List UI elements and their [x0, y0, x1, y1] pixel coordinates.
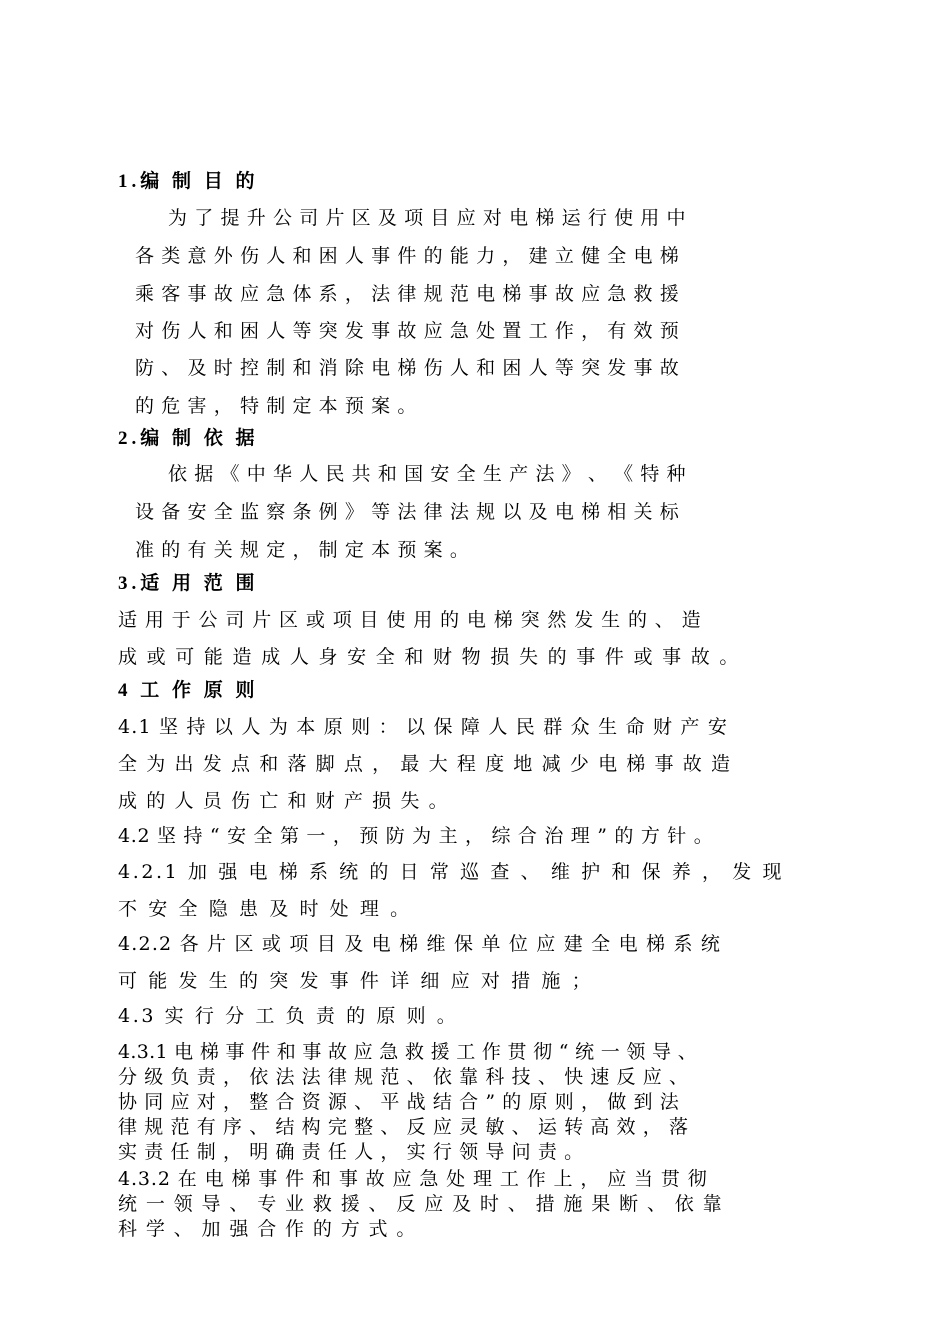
- paragraph-line: 成 或 可 能 造 成 人 身 安 全 和 财 物 损 失 的 事 件 或 事 故 。: [118, 646, 741, 668]
- section-1-heading: 1.编 制 目 的: [118, 171, 259, 192]
- paragraph-line: 为 了 提 升 公 司 片 区 及 项 目 应 对 电 梯 运 行 使 用 中: [168, 207, 687, 229]
- paragraph-line: 各 类 意 外 伤 人 和 困 人 事 件 的 能 力 ， 建 立 健 全 电 梯: [135, 245, 680, 267]
- paragraph-line: 律 规 范 有 序 、 结 构 完 整 、 反 应 灵 敏 、 运 转 高 效 ， 落: [118, 1116, 689, 1138]
- paragraph-line: 分 级 负 责 ， 依 法 法 律 规 范 、 依 靠 科 技 、 快 速 反 应 、: [118, 1066, 689, 1088]
- paragraph-line: 适 用 于 公 司 片 区 或 项 目 使 用 的 电 梯 突 然 发 生 的 、 造: [118, 609, 702, 631]
- paragraph-line: 4.3 实 行 分 工 负 责 的 原 则 。: [118, 1005, 459, 1027]
- paragraph-line: 设 备 安 全 监 察 条 例 》 等 法 律 法 规 以 及 电 梯 相 关 标: [135, 501, 680, 523]
- paragraph-line: 全 为 出 发 点 和 落 脚 点 ， 最 大 程 度 地 减 少 电 梯 事 故 造: [118, 753, 732, 775]
- section-4-heading: 4 工 作 原 则: [118, 680, 259, 701]
- paragraph-line: 乘 客 事 故 应 急 体 系 ， 法 律 规 范 电 梯 事 故 应 急 救 援: [135, 283, 680, 305]
- paragraph-line: 的 危 害 ， 特 制 定 本 预 案 。: [135, 395, 417, 417]
- paragraph-line: 4.2.1 加 强 电 梯 系 统 的 日 常 巡 查 、 维 护 和 保 养 ， 发 现: [118, 861, 785, 883]
- paragraph-line: 科 学 、 加 强 合 作 的 方 式 。: [118, 1218, 417, 1240]
- paragraph-line: 可 能 发 生 的 突 发 事 件 详 细 应 对 措 施 ；: [118, 970, 594, 992]
- paragraph-line: 依 据 《 中 华 人 民 共 和 国 安 全 生 产 法 》 、 《 特 种: [168, 463, 687, 485]
- paragraph-line: 成 的 人 员 伤 亡 和 财 产 损 失 。: [118, 790, 450, 812]
- paragraph-line: 4.2 坚 持 “ 安 全 第 一 ， 预 防 为 主 ， 综 合 治 理 ” 的 方 针 。: [118, 825, 714, 847]
- paragraph-line: 统 一 领 导 、 专 业 救 援 、 反 应 及 时 、 措 施 果 断 、 依 靠: [118, 1193, 724, 1215]
- paragraph-line: 4.1 坚 持 以 人 为 本 原 则 ： 以 保 障 人 民 群 众 生 命 财 产 安: [118, 716, 729, 738]
- paragraph-line: 4.3.1 电 梯 事 件 和 事 故 应 急 救 援 工 作 贯 彻 “ 统 一 领 导 、: [118, 1041, 697, 1063]
- paragraph-line: 4.3.2 在 电 梯 事 件 和 事 故 应 急 处 理 工 作 上 ， 应 当 贯 彻: [118, 1168, 708, 1190]
- paragraph-line: 对 伤 人 和 困 人 等 突 发 事 故 应 急 处 置 工 作 ， 有 效 预: [135, 320, 680, 342]
- paragraph-line: 4.2.2 各 片 区 或 项 目 及 电 梯 维 保 单 位 应 建 全 电 梯 系 统: [118, 933, 722, 955]
- paragraph-line: 防 、 及 时 控 制 和 消 除 电 梯 伤 人 和 困 人 等 突 发 事 故: [135, 357, 680, 379]
- paragraph-line: 实 责 任 制 ， 明 确 责 任 人 ， 实 行 领 导 问 责 。: [118, 1141, 584, 1163]
- paragraph-line: 协 同 应 对 ， 整 合 资 源 、 平 战 结 合 ” 的 原 则 ， 做 到 法: [118, 1091, 680, 1113]
- paragraph-line: 准 的 有 关 规 定 ， 制 定 本 预 案 。: [135, 539, 470, 561]
- paragraph-line: 不 安 全 隐 患 及 时 处 理 。: [118, 898, 412, 920]
- section-3-heading: 3.适 用 范 围: [118, 573, 259, 594]
- section-2-heading: 2.编 制 依 据: [118, 428, 259, 449]
